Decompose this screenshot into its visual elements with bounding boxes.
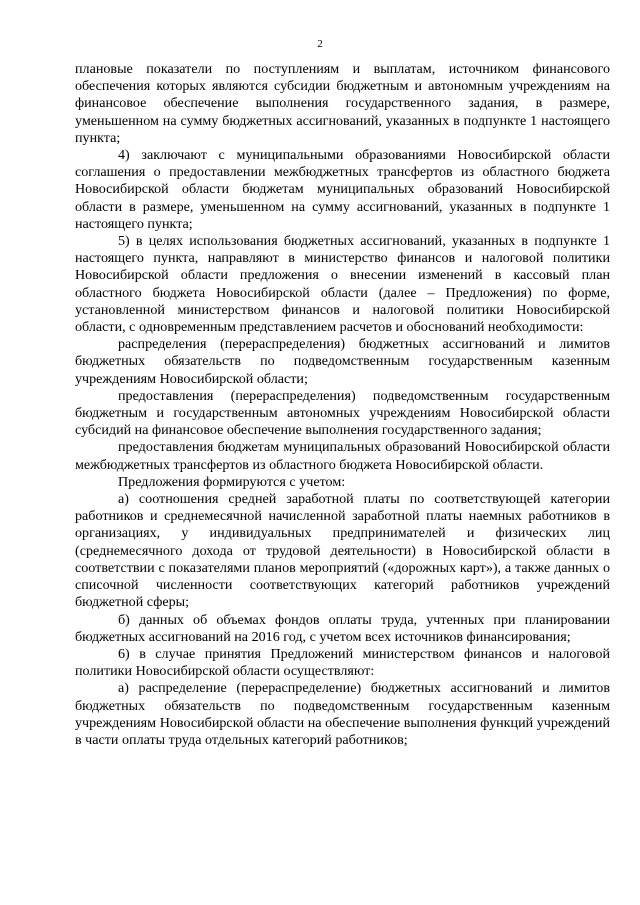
paragraph: предоставления бюджетам муниципальных образований Новосибирской области межбюджетных трансфертов из областного бюджета Новосибирской области. bbox=[75, 439, 610, 473]
page-number: 2 bbox=[317, 38, 323, 50]
paragraph: а) соотношения средней заработной платы по соответствующей категории работников и среднемесячной начисленной заработной платы наемных работников в организациях, у индивидуальных предпринимателей и физических лиц (среднемесячного дохода от трудовой деятельности) в Новосибирской области в соответствии с показателями планов мероприятий («дорожных карт»), а также данных о списочной численности соответствующих категорий работников учреждений бюджетной сферы; bbox=[75, 491, 610, 611]
paragraph: плановые показатели по поступлениям и выплатам, источником финансового обеспечения которых являются субсидии бюджетным и автономным учреждениям на финансовое обеспечение выполнения государственного задания, в размере, уменьшенном на сумму бюджетных ассигнований, указанных в подпункте 1 настоящего пункта; bbox=[75, 61, 610, 146]
paragraph: а) распределение (перераспределение) бюджетных ассигнований и лимитов бюджетных обязательств по подведомственным государственным казенным учреждениям Новосибирской области на обеспечение выполнения функций учреждений в части оплаты труда отдельных категорий работников; bbox=[75, 680, 610, 748]
paragraph: 6) в случае принятия Предложений министерством финансов и налоговой политики Новосибирской области осуществляют: bbox=[75, 645, 610, 680]
document-body bbox=[75, 61, 610, 749]
paragraph: предоставления (перераспределения) подведомственным государственным бюджетным и государственным автономных учреждениям Новосибирской области субсидий на финансовое обеспечение выполнения государственного задания; bbox=[75, 387, 610, 439]
paragraph: распределения (перераспределения) бюджетных ассигнований и лимитов бюджетных обязательств по подведомственным государственным казенным учреждениям Новосибирской области; bbox=[75, 336, 610, 387]
paragraph: Предложения формируются с учетом: bbox=[118, 473, 346, 490]
paragraph: 5) в целях использования бюджетных ассигнований, указанных в подпункте 1 настоящего пункта, направляют в министерство финансов и налоговой политики Новосибирской области предложения о внесении изменений в кассовый план областного бюджета Новосибирской области (далее – Предложения) по форме, установленной министерством финансов и налоговой политики Новосибирской области, с одновременным представлением расчетов и обоснований необходимости: bbox=[75, 233, 610, 336]
paragraph: б) данных об объемах фондов оплаты труда, учтенных при планировании бюджетных ассигнований на 2016 год, с учетом всех источников финансирования; bbox=[75, 611, 610, 645]
paragraph: 4) заключают с муниципальными образованиями Новосибирской области соглашения о предоставлении межбюджетных трансфертов из областного бюджета Новосибирской области бюджетам муниципальных образований Новосибирской области в размере, уменьшенном на сумму ассигнований, указанных в подпункте 1 настоящего пункта; bbox=[75, 147, 610, 232]
